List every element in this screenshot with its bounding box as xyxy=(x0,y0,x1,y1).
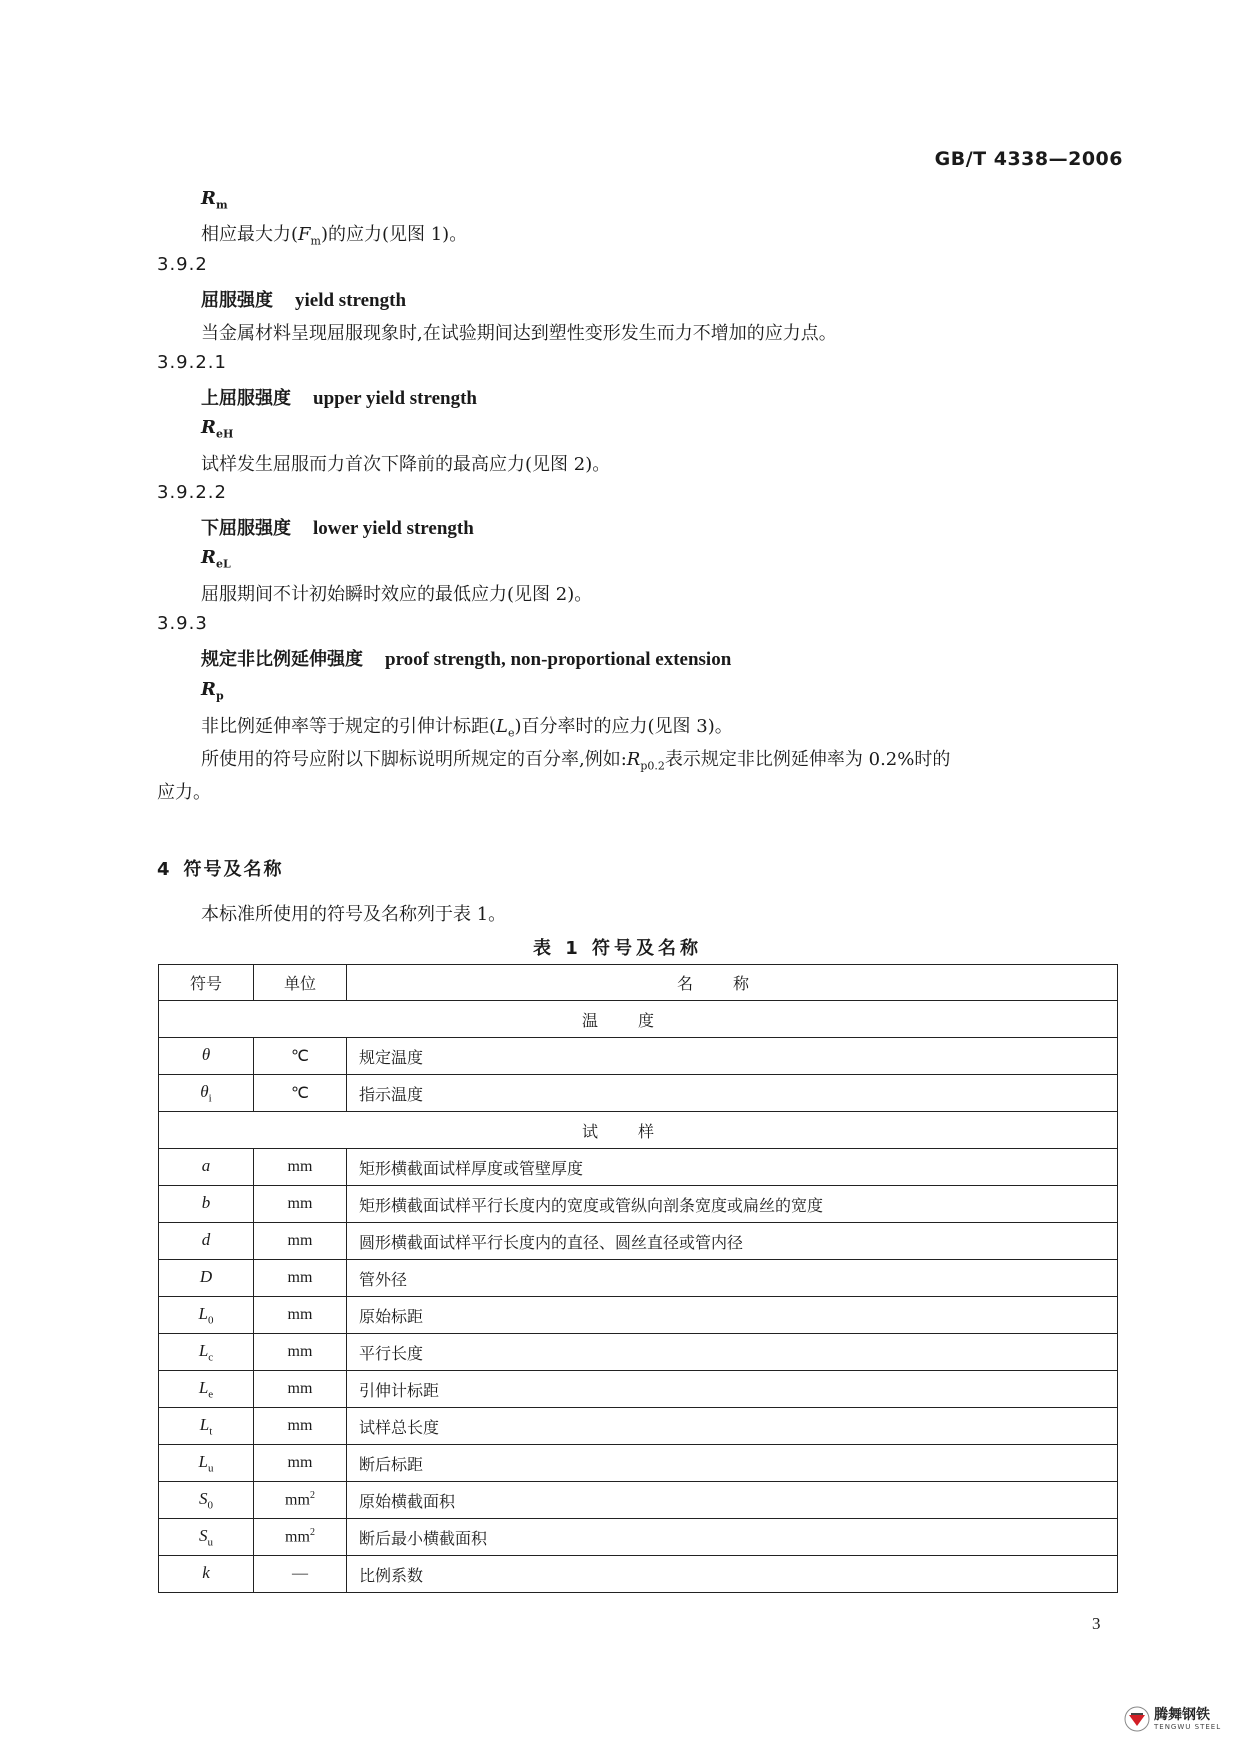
table-header-row xyxy=(159,965,1118,1001)
section-4-intro: 本标准所使用的符号及名称列于表 1。 xyxy=(201,904,507,925)
cell-unit: ℃ xyxy=(254,1038,347,1075)
page-number: 3 xyxy=(1092,1614,1101,1633)
cell-symbol: $S_u$ xyxy=(159,1519,254,1556)
term-note-proof-strength: 所使用的符号应附以下脚标说明所规定的百分率,例如$:R_{p0.2}$表示规定非比例延伸率为 0.2%时的 xyxy=(201,749,951,773)
cell-unit: $mm^2$ xyxy=(254,1482,347,1519)
term-symbol-rp: $R_p$ xyxy=(201,679,224,703)
cell-name: 规定温度 xyxy=(347,1038,1118,1075)
term-definition-lower-yield: 屈服期间不计初始瞬时效应的最低应力(见图 2)。 xyxy=(201,584,593,605)
cell-name: 引伸计标距 xyxy=(347,1371,1118,1408)
section-heading-4: 4 符号及名称 xyxy=(157,859,284,880)
cell-unit: mm xyxy=(254,1334,347,1371)
cell-name: 原始标距 xyxy=(347,1297,1118,1334)
table-row xyxy=(159,1260,1118,1297)
cell-name: 断后标距 xyxy=(347,1445,1118,1482)
cell-unit: mm xyxy=(254,1371,347,1408)
cell-unit: mm xyxy=(254,1260,347,1297)
cell-name: 指示温度 xyxy=(347,1075,1118,1112)
cell-unit: mm xyxy=(254,1149,347,1186)
cell-name: 断后最小横截面积 xyxy=(347,1519,1118,1556)
cell-symbol: $L_u$ xyxy=(159,1445,254,1482)
term-heading-lower-yield: 下屈服强度 lower yield strength xyxy=(201,518,474,539)
cell-symbol: $\theta_i$ xyxy=(159,1075,254,1112)
table-group-row xyxy=(159,1001,1118,1038)
cell-symbol: D xyxy=(159,1260,254,1297)
clause-number-3-9-2-2: 3.9.2.2 xyxy=(157,482,227,503)
cell-unit: $mm^2$ xyxy=(254,1519,347,1556)
group-temperature: 温度 xyxy=(159,1001,1118,1038)
table-row xyxy=(159,1038,1118,1075)
table-row xyxy=(159,1371,1118,1408)
table-row xyxy=(159,1334,1118,1371)
watermark-cn: 腾舞钢铁 xyxy=(1154,1706,1210,1723)
table-row xyxy=(159,1482,1118,1519)
table-row xyxy=(159,1445,1118,1482)
cell-name: 原始横截面积 xyxy=(347,1482,1118,1519)
table-row xyxy=(159,1408,1118,1445)
term-symbol-rm: $R_m$ xyxy=(201,188,228,212)
clause-number-3-9-2-1: 3.9.2.1 xyxy=(157,352,227,373)
group-specimen: 试样 xyxy=(159,1112,1118,1149)
cell-unit: mm xyxy=(254,1297,347,1334)
watermark xyxy=(1124,1706,1221,1732)
cell-symbol: a xyxy=(159,1149,254,1186)
term-symbol-reh: $R_{eH}$ xyxy=(201,417,234,441)
cell-symbol: d xyxy=(159,1223,254,1260)
cell-unit: ℃ xyxy=(254,1075,347,1112)
table-row xyxy=(159,1149,1118,1186)
term-heading-proof-strength: 规定非比例延伸强度 proof strength, non-proportional extension xyxy=(201,649,732,670)
term-definition-upper-yield: 试样发生屈服而力首次下降前的最高应力(见图 2)。 xyxy=(201,454,611,475)
cell-name: 平行长度 xyxy=(347,1334,1118,1371)
cell-name: 管外径 xyxy=(347,1260,1118,1297)
cell-name: 圆形横截面试样平行长度内的直径、圆丝直径或管内径 xyxy=(347,1223,1118,1260)
cell-symbol: $S_0$ xyxy=(159,1482,254,1519)
watermark-en: TENGWU STEEL xyxy=(1154,1722,1222,1731)
table-row xyxy=(159,1186,1118,1223)
cell-symbol: $L_e$ xyxy=(159,1371,254,1408)
cell-symbol: k xyxy=(159,1556,254,1593)
cell-unit: mm xyxy=(254,1223,347,1260)
clause-number-3-9-2: 3.9.2 xyxy=(157,254,208,275)
cell-symbol: $L_c$ xyxy=(159,1334,254,1371)
term-heading-yield-strength: 屈服强度 yield strength xyxy=(201,290,407,311)
table-row xyxy=(159,1297,1118,1334)
table-row xyxy=(159,1223,1118,1260)
cell-symbol: b xyxy=(159,1186,254,1223)
header-name: 名称 xyxy=(347,965,1118,1001)
table-row xyxy=(159,1519,1118,1556)
term-symbol-rel: $R_{eL}$ xyxy=(201,547,231,571)
symbols-table xyxy=(158,964,1118,1593)
cell-name: 矩形横截面试样平行长度内的宽度或管纵向剖条宽度或扁丝的宽度 xyxy=(347,1186,1118,1223)
term-definition-rm: 相应最大力$(F_m)$的应力(见图 1)。 xyxy=(201,224,468,248)
header-unit: 单位 xyxy=(254,965,347,1001)
cell-name: 试样总长度 xyxy=(347,1408,1118,1445)
table-group-row xyxy=(159,1112,1118,1149)
cell-symbol: θ xyxy=(159,1038,254,1075)
cell-unit: mm xyxy=(254,1445,347,1482)
cell-symbol: $L_t$ xyxy=(159,1408,254,1445)
standard-code: GB/T 4338—2006 xyxy=(934,148,1123,170)
term-definition-yield-strength: 当金属材料呈现屈服现象时,在试验期间达到塑性变形发生而力不增加的应力点。 xyxy=(201,323,837,344)
cell-unit: mm xyxy=(254,1186,347,1223)
table-row xyxy=(159,1075,1118,1112)
header-symbol: 符号 xyxy=(159,965,254,1001)
cell-unit: — xyxy=(254,1556,347,1593)
cell-symbol: $L_0$ xyxy=(159,1297,254,1334)
term-note-proof-strength-cont: 应力。 xyxy=(157,782,211,803)
term-definition-proof-strength: 非比例延伸率等于规定的引伸计标距$(L_e)$百分率时的应力(见图 3)。 xyxy=(201,716,733,740)
table-row xyxy=(159,1556,1118,1593)
cell-unit: mm xyxy=(254,1408,347,1445)
table-caption: 表 1 符号及名称 xyxy=(532,938,703,959)
clause-number-3-9-3: 3.9.3 xyxy=(157,613,208,634)
tengwu-logo-icon xyxy=(1124,1706,1150,1732)
cell-name: 矩形横截面试样厚度或管壁厚度 xyxy=(347,1149,1118,1186)
term-heading-upper-yield: 上屈服强度 upper yield strength xyxy=(201,388,477,409)
cell-name: 比例系数 xyxy=(347,1556,1118,1593)
